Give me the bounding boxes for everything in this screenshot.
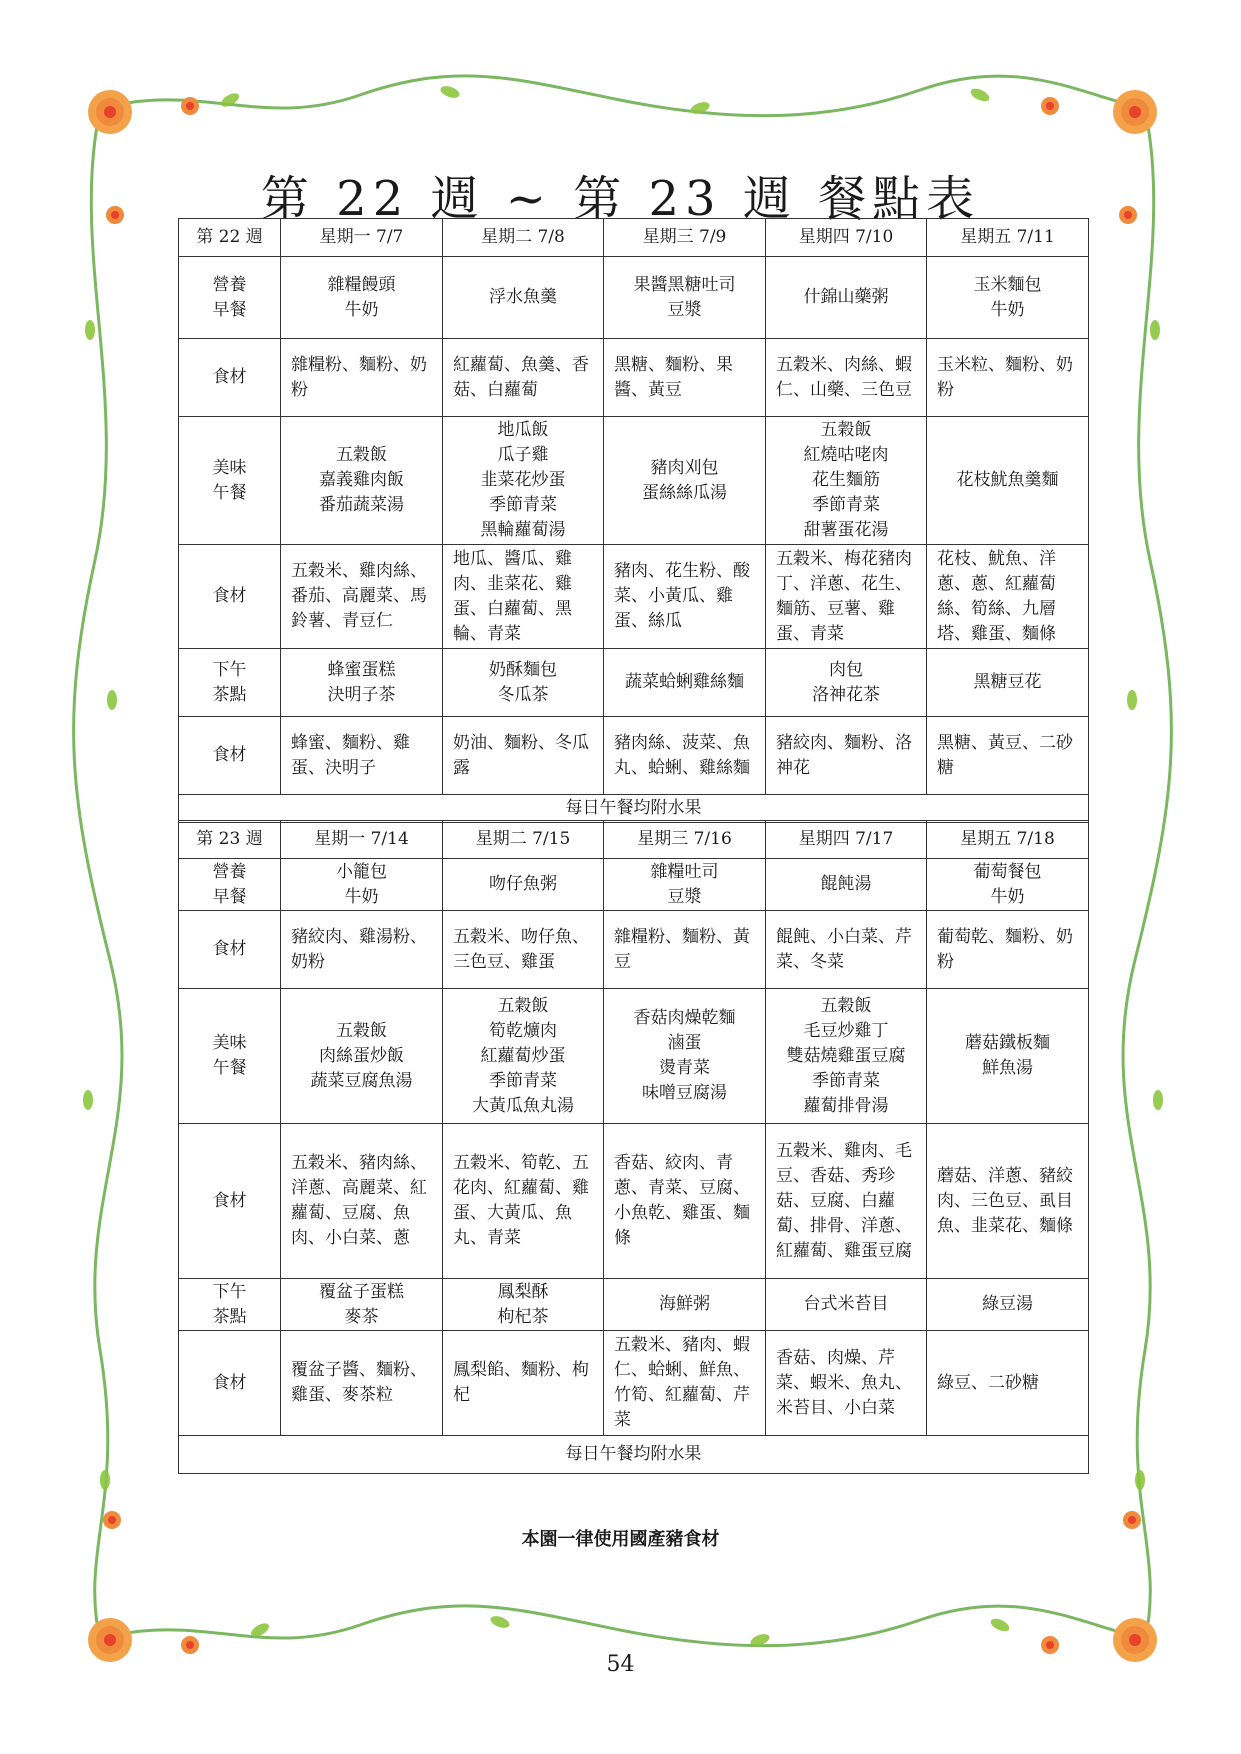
- ingredients-cell: 豬肉絲、菠菜、魚丸、蛤蜊、雞絲麵: [604, 717, 766, 795]
- meal-cell: 餛飩湯: [766, 859, 927, 911]
- day-header: 星期三 7/16: [604, 821, 766, 859]
- row-label-ingredients: 食材: [179, 339, 281, 417]
- ingredients-cell: 香菇、絞肉、青蔥、青菜、豆腐、小魚乾、雞蛋、麵條: [604, 1124, 766, 1279]
- meal-cell: 五穀飯 毛豆炒雞丁 雙菇燒雞蛋豆腐 季節青菜 蘿蔔排骨湯: [766, 989, 927, 1124]
- meal-cell: 海鮮粥: [604, 1279, 766, 1331]
- day-header: 星期四 7/10: [766, 219, 927, 257]
- table-row: [179, 989, 1089, 1124]
- table-row: [179, 1331, 1089, 1436]
- ingredients-cell: 蘑菇、洋蔥、豬絞肉、三色豆、虱目魚、韭菜花、麵條: [927, 1124, 1089, 1279]
- ingredients-cell: 餛飩、小白菜、芹菜、冬菜: [766, 911, 927, 989]
- day-header: 星期五 7/18: [927, 821, 1089, 859]
- row-label-snack: 下午 茶點: [179, 649, 281, 717]
- meal-cell: 綠豆湯: [927, 1279, 1089, 1331]
- day-header: 星期一 7/14: [281, 821, 443, 859]
- table-row: [179, 859, 1089, 911]
- week-23-menu-table: [178, 820, 1089, 1474]
- row-label-ingredients: 食材: [179, 1331, 281, 1436]
- row-label-breakfast: 營養 早餐: [179, 859, 281, 911]
- week-22-menu-table: [178, 218, 1089, 823]
- ingredients-cell: 豬肉、花生粉、酸菜、小黃瓜、雞蛋、絲瓜: [604, 545, 766, 649]
- table-header-row: [179, 821, 1089, 859]
- day-header: 星期四 7/17: [766, 821, 927, 859]
- meal-cell: 蘑菇鐵板麵 鮮魚湯: [927, 989, 1089, 1124]
- ingredients-cell: 五穀米、雞肉絲、番茄、高麗菜、馬鈴薯、青豆仁: [281, 545, 443, 649]
- table-row: [179, 545, 1089, 649]
- meal-cell: 小籠包 牛奶: [281, 859, 443, 911]
- table-row: [179, 339, 1089, 417]
- table-row: [179, 1124, 1089, 1279]
- meal-cell: 浮水魚羹: [443, 257, 604, 339]
- ingredients-cell: 覆盆子醬、麵粉、雞蛋、麥茶粒: [281, 1331, 443, 1436]
- table-row: [179, 649, 1089, 717]
- meal-cell: 豬肉刈包 蛋絲絲瓜湯: [604, 417, 766, 545]
- meal-cell: 果醬黑糖吐司 豆漿: [604, 257, 766, 339]
- ingredients-cell: 豬絞肉、雞湯粉、奶粉: [281, 911, 443, 989]
- meal-cell: 五穀飯 肉絲蛋炒飯 蔬菜豆腐魚湯: [281, 989, 443, 1124]
- meal-cell: 葡萄餐包 牛奶: [927, 859, 1089, 911]
- table-row: [179, 717, 1089, 795]
- meal-cell: 地瓜飯 瓜子雞 韭菜花炒蛋 季節青菜 黑輪蘿蔔湯: [443, 417, 604, 545]
- meal-cell: 香菇肉燥乾麵 滷蛋 燙青菜 味噌豆腐湯: [604, 989, 766, 1124]
- table-row: [179, 257, 1089, 339]
- meal-cell: 蔬菜蛤蜊雞絲麵: [604, 649, 766, 717]
- ingredients-cell: 香菇、肉燥、芹菜、蝦米、魚丸、米苔目、小白菜: [766, 1331, 927, 1436]
- row-label-lunch: 美味 午餐: [179, 417, 281, 545]
- ingredients-cell: 豬絞肉、麵粉、洛神花: [766, 717, 927, 795]
- table-row: [179, 795, 1089, 823]
- meal-cell: 鳳梨酥 枸杞茶: [443, 1279, 604, 1331]
- day-header: 星期二 7/8: [443, 219, 604, 257]
- table-row: [179, 1279, 1089, 1331]
- meal-cell: 奶酥麵包 冬瓜茶: [443, 649, 604, 717]
- meal-cell: 五穀飯 筍乾爌肉 紅蘿蔔炒蛋 季節青菜 大黃瓜魚丸湯: [443, 989, 604, 1124]
- ingredients-cell: 雜糧粉、麵粉、黃豆: [604, 911, 766, 989]
- ingredients-cell: 綠豆、二砂糖: [927, 1331, 1089, 1436]
- meal-cell: 覆盆子蛋糕 麥茶: [281, 1279, 443, 1331]
- table-row: [179, 417, 1089, 545]
- meal-cell: 花枝魷魚羹麵: [927, 417, 1089, 545]
- day-header: 星期三 7/9: [604, 219, 766, 257]
- page-number: 54: [606, 1652, 635, 1677]
- row-label-ingredients: 食材: [179, 1124, 281, 1279]
- ingredients-cell: 地瓜、醬瓜、雞肉、韭菜花、雞蛋、白蘿蔔、黑輪、青菜: [443, 545, 604, 649]
- row-label-ingredients: 食材: [179, 911, 281, 989]
- meal-cell: 玉米麵包 牛奶: [927, 257, 1089, 339]
- page-title: 第 22 週 ~ 第 23 週 餐點表: [260, 171, 981, 227]
- meal-cell: 雜糧吐司 豆漿: [604, 859, 766, 911]
- row-label-breakfast: 營養 早餐: [179, 257, 281, 339]
- ingredients-cell: 五穀米、豬肉、蝦仁、蛤蜊、鮮魚、竹筍、紅蘿蔔、芹菜: [604, 1331, 766, 1436]
- meal-cell: 黑糖豆花: [927, 649, 1089, 717]
- table-header-row: [179, 219, 1089, 257]
- ingredients-cell: 五穀米、肉絲、蝦仁、山藥、三色豆: [766, 339, 927, 417]
- meal-cell: 什錦山藥粥: [766, 257, 927, 339]
- table-row: [179, 911, 1089, 989]
- ingredients-cell: 黑糖、麵粉、果醬、黃豆: [604, 339, 766, 417]
- meal-cell: 雜糧饅頭 牛奶: [281, 257, 443, 339]
- meal-cell: 吻仔魚粥: [443, 859, 604, 911]
- ingredients-cell: 蜂蜜、麵粉、雞蛋、決明子: [281, 717, 443, 795]
- day-header: 星期五 7/11: [927, 219, 1089, 257]
- ingredients-cell: 葡萄乾、麵粉、奶粉: [927, 911, 1089, 989]
- fruit-note: 每日午餐均附水果: [179, 795, 1089, 823]
- ingredients-cell: 玉米粒、麵粉、奶粉: [927, 339, 1089, 417]
- day-header: 星期一 7/7: [281, 219, 443, 257]
- ingredients-cell: 鳳梨餡、麵粉、枸杞: [443, 1331, 604, 1436]
- day-header: 星期二 7/15: [443, 821, 604, 859]
- meal-cell: 台式米苔目: [766, 1279, 927, 1331]
- row-label-snack: 下午 茶點: [179, 1279, 281, 1331]
- ingredients-cell: 奶油、麵粉、冬瓜露: [443, 717, 604, 795]
- week-label: 第 22 週: [179, 219, 281, 257]
- ingredients-cell: 黑糖、黃豆、二砂糖: [927, 717, 1089, 795]
- week-label: 第 23 週: [179, 821, 281, 859]
- ingredients-cell: 五穀米、吻仔魚、三色豆、雞蛋: [443, 911, 604, 989]
- ingredients-cell: 花枝、魷魚、洋蔥、蔥、紅蘿蔔絲、筍絲、九層塔、雞蛋、麵條: [927, 545, 1089, 649]
- table-row: [179, 1436, 1089, 1474]
- pork-source-note: 本園一律使用國產豬食材: [521, 1529, 720, 1550]
- ingredients-cell: 紅蘿蔔、魚羹、香菇、白蘿蔔: [443, 339, 604, 417]
- ingredients-cell: 雜糧粉、麵粉、奶粉: [281, 339, 443, 417]
- ingredients-cell: 五穀米、豬肉絲、洋蔥、高麗菜、紅蘿蔔、豆腐、魚肉、小白菜、蔥: [281, 1124, 443, 1279]
- meal-cell: 五穀飯 紅燒咕咾肉 花生麵筋 季節青菜 甜薯蛋花湯: [766, 417, 927, 545]
- fruit-note: 每日午餐均附水果: [179, 1436, 1089, 1474]
- row-label-ingredients: 食材: [179, 717, 281, 795]
- meal-cell: 肉包 洛神花茶: [766, 649, 927, 717]
- ingredients-cell: 五穀米、雞肉、毛豆、香菇、秀珍菇、豆腐、白蘿蔔、排骨、洋蔥、紅蘿蔔、雞蛋豆腐: [766, 1124, 927, 1279]
- ingredients-cell: 五穀米、梅花豬肉丁、洋蔥、花生、麵筋、豆薯、雞蛋、青菜: [766, 545, 927, 649]
- meal-cell: 五穀飯 嘉義雞肉飯 番茄蔬菜湯: [281, 417, 443, 545]
- row-label-lunch: 美味 午餐: [179, 989, 281, 1124]
- meal-cell: 蜂蜜蛋糕 決明子茶: [281, 649, 443, 717]
- row-label-ingredients: 食材: [179, 545, 281, 649]
- ingredients-cell: 五穀米、筍乾、五花肉、紅蘿蔔、雞蛋、大黃瓜、魚丸、青菜: [443, 1124, 604, 1279]
